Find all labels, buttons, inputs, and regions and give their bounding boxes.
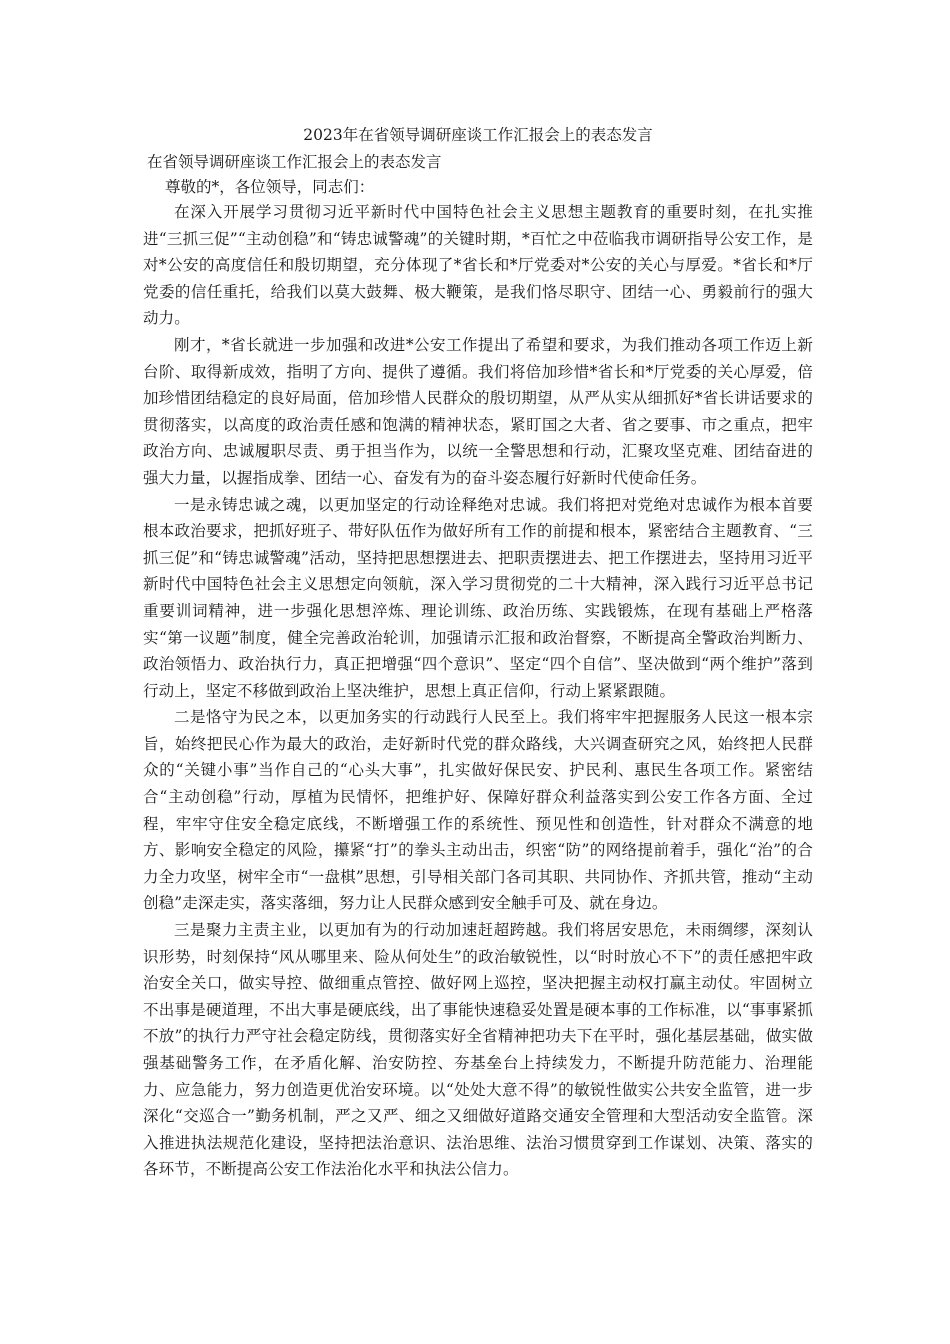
document-title: 2023年在省领导调研座谈工作汇报会上的表态发言 — [303, 126, 653, 144]
salutation: 尊敬的*，各位领导，同志们： — [165, 178, 375, 196]
document-subtitle: 在省领导调研座谈工作汇报会上的表态发言 — [147, 153, 442, 171]
paragraph-loyalty: 一是永铸忠诚之魂，以更加坚定的行动诠释绝对忠诚。我们将把对党绝对忠诚作为根本首要根本政治要求，把抓好班子、带好队伍作为做好所有工作的前提和根本，紧密结合主题教育、“三抓三促”和“铸忠诚警魂”活动，坚持把思想摆进去、把职责摆进去、把工作摆进去，坚持用习近平新时代中国特色社会主义思想定向领航，深入学习贯彻党的二十大精神，深入践行习近平总书记重要训词精神，进一步强化思想淬炼、理论训练、政治历练、实践锻炼，在现有基础上严格落实“第一议题”制度，健全完善政治轮训，加强请示汇报和政治督察，不断提高全警政治判断力、政治领悟力、政治执行力，真正把增强“四个意识”、坚定“四个自信”、坚决做到“两个维护”落到行动上，坚定不移做到政治上坚决维护，思想上真正信仰，行动上紧紧跟随。 — [143, 495, 813, 700]
paragraph-intro: 在深入开展学习贯彻习近平新时代中国特色社会主义思想主题教育的重要时刻，在扎实推进“三抓三促”“主动创稳”和“铸忠诚警魂”的关键时期，*百忙之中莅临我市调研指导公安工作，是对*公安的高度信任和殷切期望，充分体现了*省长和*厅党委对*公安的关心与厚爱。*省长和*厅党委的信任重托，给我们以莫大鼓舞、极大鞭策，是我们恪尽职守、团结一心、勇毅前行的强大动力。 — [143, 203, 813, 328]
paragraph-response: 刚才，*省长就进一步加强和改进*公安工作提出了希望和要求，为我们推动各项工作迈上新台阶、取得新成效，指明了方向、提供了遵循。我们将倍加珍惜*省长和*厅党委的关心厚爱，倍加珍惜团结稳定的良好局面，倍加珍惜人民群众的殷切期望，从严从实从细抓好*省长讲话要求的贯彻落实，以高度的政治责任感和饱满的精神状态，紧盯国之大者、省之要事、市之重点，把牢政治方向、忠诚履职尽责、勇于担当作为，以统一全警思想和行动，汇聚攻坚克难、团结奋进的强大力量，以握指成拳、团结一心、奋发有为的奋斗姿态履行好新时代使命任务。 — [143, 335, 813, 487]
paragraph-people: 二是恪守为民之本，以更加务实的行动践行人民至上。我们将牢牢把握服务人民这一根本宗旨，始终把民心作为最大的政治，走好新时代党的群众路线，大兴调查研究之风，始终把人民群众的“关键小事”当作自己的“心头大事”，扎实做好保民安、护民利、惠民生各项工作。紧密结合“主动创稳”行动，厚植为民情怀，把维护好、保障好群众利益落实到公安工作各方面、全过程，牢牢守住安全稳定底线，不断增强工作的系统性、预见性和创造性，针对群众不满意的地方、影响安全稳定的风险，攥紧“打”的拳头主动出击，织密“防”的网络提前着手，强化“治”的合力全力攻坚，树牢全市“一盘棋”思想，引导相关部门各司其职、共同协作、齐抓共管，推动“主动创稳”走深走实，落实落细，努力让人民群众感到安全触手可及、就在身边。 — [143, 708, 813, 913]
paragraph-duty: 三是聚力主责主业，以更加有为的行动加速赶超跨越。我们将居安思危，未雨绸缪，深刻认识形势，时刻保持“风从哪里来、险从何处生”的政治敏锐性，以“时时放心不下”的责任感把牢政治安全关口，做实导控、做细重点管控、做好网上巡控，坚决把握主动权打赢主动仗。牢固树立不出事是硬道理，不出大事是硬底线，出了事能快速稳妥处置是硬本事的工作标准，以“事事紧抓不放”的执行力严守社会稳定防线，贯彻落实好全省精神把功夫下在平时，强化基层基础，做实做强基础警务工作，在矛盾化解、治安防控、夯基垒台上持续发力，不断提升防范能力、治理能力、应急能力，努力创造更优治安环境。以“处处大意不得”的敏锐性做实公共安全监管，进一步深化“交巡合一”勤务机制，严之又严、细之又细做好道路交通安全管理和大型活动安全监管。深入推进执法规范化建设，坚持把法治意识、法治思维、法治习惯贯穿到工作谋划、决策、落实的各环节，不断提高公安工作法治化水平和执法公信力。 — [143, 921, 813, 1179]
document-page — [143, 123, 813, 1183]
